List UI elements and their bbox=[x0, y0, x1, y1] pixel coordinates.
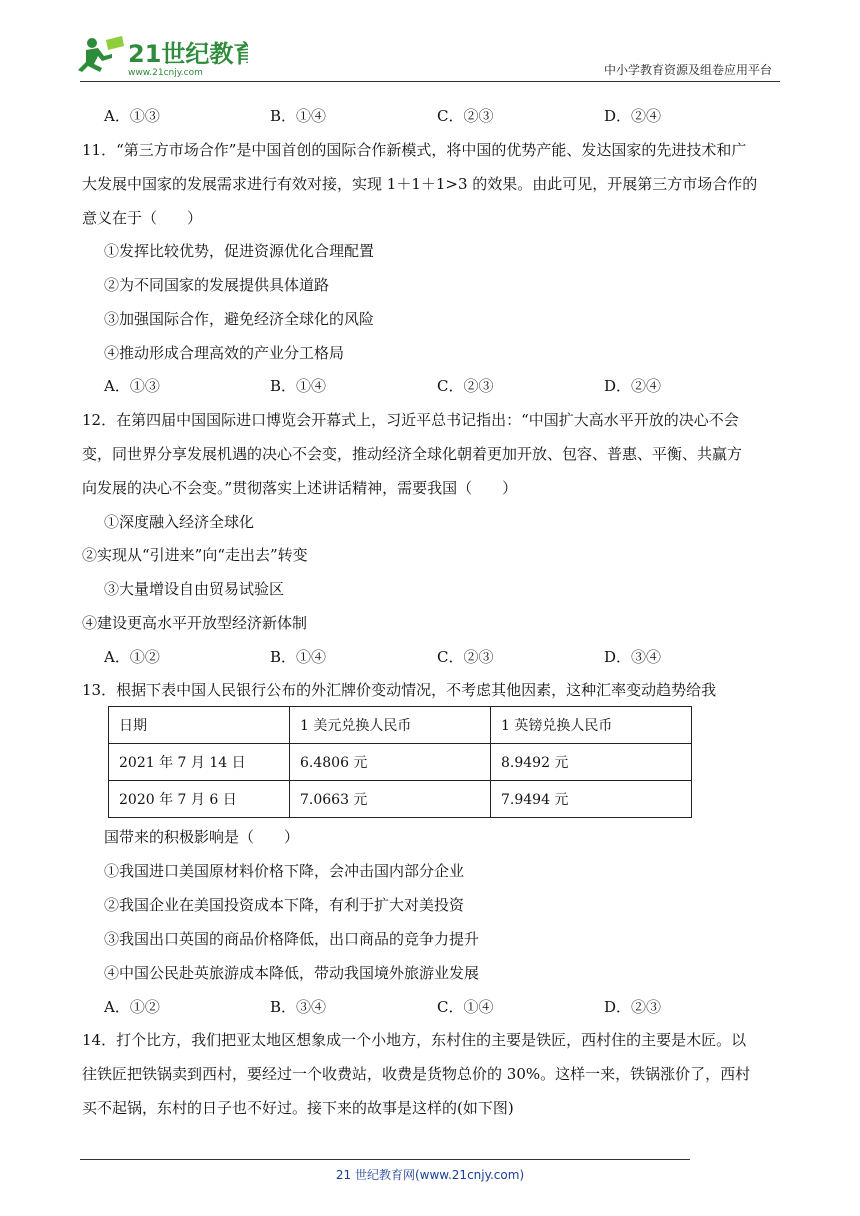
exchange-rate-table bbox=[108, 706, 692, 818]
statement-item: ①我国进口美国原材料价格下降，会冲击国内部分企业 bbox=[104, 862, 465, 880]
option-b[interactable]: B．①④ bbox=[270, 648, 327, 666]
table-cell: 7.0663 元 bbox=[290, 781, 491, 818]
option-a[interactable]: A．①③ bbox=[104, 377, 160, 395]
table-row bbox=[109, 744, 692, 781]
statement-item: ③大量增设自由贸易试验区 bbox=[104, 580, 285, 598]
footer-link[interactable]: 21 世纪教育网(www.21cnjy.com) bbox=[335, 1168, 525, 1182]
option-d[interactable]: D．②③ bbox=[604, 998, 662, 1016]
table-row bbox=[109, 781, 692, 818]
statement-item: ①发挥比较优势，促进资源优化合理配置 bbox=[104, 242, 375, 260]
question-stem: 13．根据下表中国人民银行公布的外汇牌价变动情况，不考虑其他因素，这种汇率变动趋势给我 bbox=[82, 681, 717, 699]
table-cell: 6.4806 元 bbox=[290, 744, 491, 781]
statement-item: ④建设更高水平开放型经济新体制 bbox=[82, 614, 308, 632]
question-stem: 国带来的积极影响是（ ） bbox=[104, 828, 300, 846]
statement-item: ③我国出口英国的商品价格降低，出口商品的竞争力提升 bbox=[104, 930, 480, 948]
statement-item: ②我国企业在美国投资成本下降，有利于扩大对美投资 bbox=[104, 896, 465, 914]
option-b[interactable]: B．①④ bbox=[270, 377, 327, 395]
question-stem: 大发展中国家的发展需求进行有效对接，实现 1＋1＋1>3 的效果。由此可见，开展第三方市场合作的 bbox=[82, 175, 758, 193]
platform-name: 中小学教育资源及组卷应用平台 bbox=[603, 63, 772, 77]
question-stem: 向发展的决心不会变。”贯彻落实上述讲话精神，需要我国（ ） bbox=[82, 479, 518, 497]
option-a[interactable]: A．①② bbox=[104, 648, 160, 666]
option-c[interactable]: C．②③ bbox=[437, 107, 494, 125]
statement-item: ③加强国际合作，避免经济全球化的风险 bbox=[104, 310, 375, 328]
question-stem: 变，同世界分享发展机遇的决心不会变，推动经济全球化朝着更加开放、包容、普惠、平衡、共赢方 bbox=[82, 445, 743, 463]
site-logo bbox=[78, 34, 248, 78]
runner-icon bbox=[78, 36, 124, 72]
table-cell: 2021 年 7 月 14 日 bbox=[109, 744, 290, 781]
option-d[interactable]: D．②④ bbox=[604, 377, 662, 395]
statement-item: ②为不同国家的发展提供具体道路 bbox=[104, 276, 330, 294]
option-c[interactable]: C．②③ bbox=[437, 648, 494, 666]
option-d[interactable]: D．③④ bbox=[604, 648, 662, 666]
question-stem: 12．在第四届中国国际进口博览会开幕式上，习近平总书记指出：“中国扩大高水平开放的决心不会 bbox=[82, 411, 739, 429]
table-header: 1 英镑兑换人民币 bbox=[491, 707, 692, 744]
option-c[interactable]: C．①④ bbox=[437, 998, 494, 1016]
statement-item: ①深度融入经济全球化 bbox=[104, 513, 255, 531]
table-cell: 7.9494 元 bbox=[491, 781, 692, 818]
question-stem: 往铁匠把铁锅卖到西村，要经过一个收费站，收费是货物总价的 30%。这样一来，铁锅涨价了，西村 bbox=[82, 1065, 751, 1083]
option-b[interactable]: B．①④ bbox=[270, 107, 327, 125]
option-b[interactable]: B．③④ bbox=[270, 998, 327, 1016]
header-divider bbox=[80, 81, 780, 82]
table-header: 日期 bbox=[109, 707, 290, 744]
svg-text:21世纪教育: 21世纪教育 bbox=[128, 40, 248, 68]
table-header: 1 美元兑换人民币 bbox=[290, 707, 491, 744]
table-header-row bbox=[109, 707, 692, 744]
statement-item: ④中国公民赴英旅游成本降低，带动我国境外旅游业发展 bbox=[104, 964, 480, 982]
question-stem: 意义在于（ ） bbox=[82, 209, 203, 227]
question-stem: 11．“第三方市场合作”是中国首创的国际合作新模式，将中国的优势产能、发达国家的先进技术和广 bbox=[82, 141, 747, 159]
table-cell: 2020 年 7 月 6 日 bbox=[109, 781, 290, 818]
option-a[interactable]: A．①② bbox=[104, 998, 160, 1016]
statement-item: ②实现从“引进来”向“走出去”转变 bbox=[82, 546, 308, 564]
footer-divider bbox=[80, 1159, 690, 1160]
table-cell: 8.9492 元 bbox=[491, 744, 692, 781]
question-stem: 14．打个比方，我们把亚太地区想象成一个小地方，东村住的主要是铁匠，西村住的主要是木匠。以 bbox=[82, 1031, 747, 1049]
statement-item: ④推动形成合理高效的产业分工格局 bbox=[104, 344, 345, 362]
option-d[interactable]: D．②④ bbox=[604, 107, 662, 125]
question-stem: 买不起锅，东村的日子也不好过。接下来的故事是这样的(如下图) bbox=[82, 1099, 514, 1117]
svg-text:www.21cnjy.com: www.21cnjy.com bbox=[128, 68, 203, 78]
option-c[interactable]: C．②③ bbox=[437, 377, 494, 395]
option-a[interactable]: A．①③ bbox=[104, 107, 160, 125]
